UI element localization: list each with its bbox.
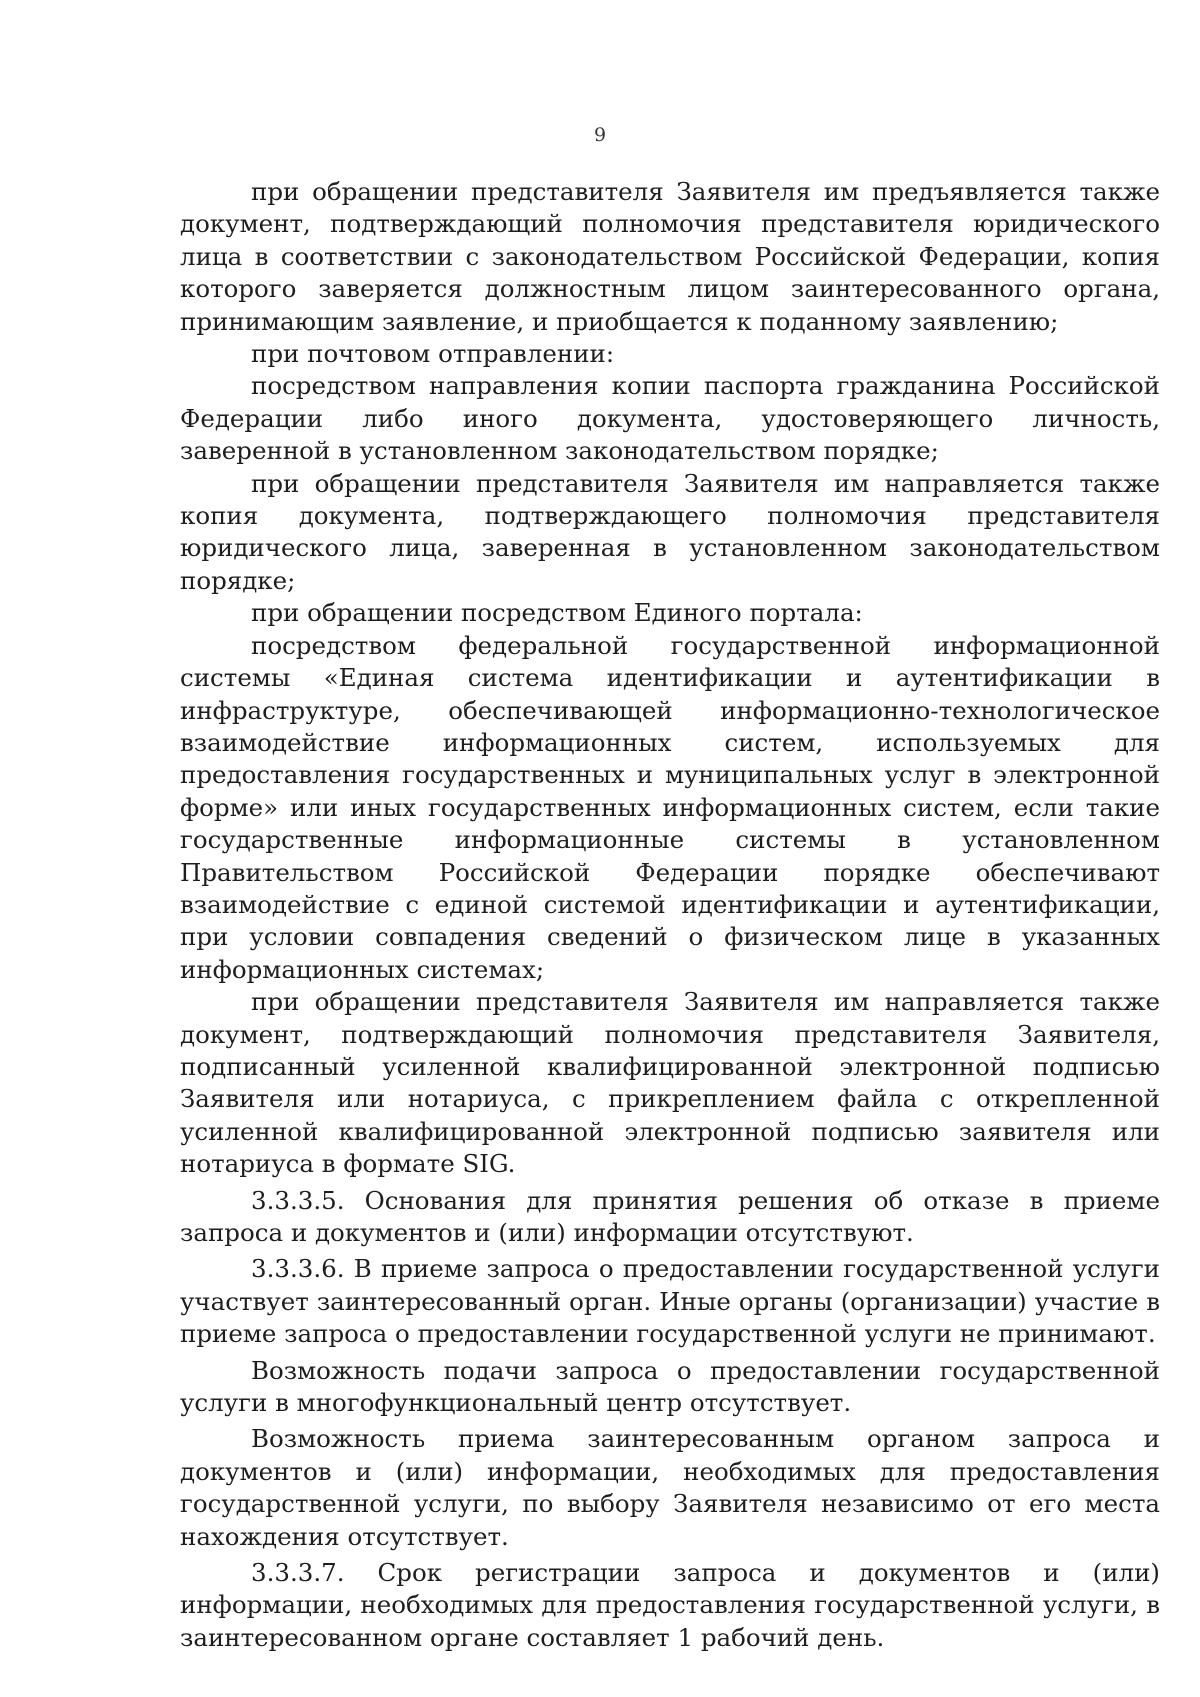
paragraph-section-3-3-3-5: 3.3.3.5. Основания для принятия решения об отказе в приеме запроса и документов и (или) информации отсутствуют. [180, 1185, 1160, 1247]
page-number: 9 [593, 124, 607, 146]
document-body [180, 176, 1160, 1654]
paragraph-section-3-3-3-6: 3.3.3.6. В приеме запроса о предоставлении государственной услуги участвует заинтересованный орган. Иные органы (организации) участие в приеме запроса о предоставлении государственной услуги не принимают. [180, 1254, 1160, 1349]
paragraph-postal-representative: при обращении представителя Заявителя им направляется также копия документа, подтверждающего полномочия представителя юридического лица, заверенная в установленном законодательством порядке; [180, 468, 1160, 595]
paragraph-portal-heading: при обращении посредством Единого портала: [251, 598, 863, 628]
paragraph-portal-esia: посредством федеральной государственной информационной системы «Единая система идентификации и аутентификации в инфраструктуре, обеспечивающей информационно-технологическое взаимодействие информационных систем, используемых для предоставления государственных и муниципальных услуг в электронной форме» или иных государственных информационных систем, если такие государственные информационные системы в установленном Правительством Российской Федерации порядке обеспечивают взаимодействие с единой системой идентификации и аутентификации, при условии совпадения сведений о физическом лице в указанных информационных системах; [180, 630, 1160, 984]
paragraph-extraterritorial-unavailable: Возможность приема заинтересованным органом запроса и документов и (или) информации, необходимых для предоставления государственной услуги, по выбору Заявителя независимо от его места нахождения отсутствует. [180, 1424, 1160, 1551]
paragraph-representative-presentation: при обращении представителя Заявителя им предъявляется также документ, подтверждающий полномочия представителя юридического лица в соответствии с законодательством Российской Федерации, копия которого заверяется должностным лицом заинтересованного органа, принимающим заявление, и приобщается к поданному заявлению; [180, 177, 1160, 336]
paragraph-section-3-3-3-7: 3.3.3.7. Срок регистрации запроса и документов и (или) информации, необходимых для предоставления государственной услуги, в заинтересованном органе составляет 1 рабочий день. [180, 1558, 1160, 1652]
paragraph-postal-heading: при почтовом отправлении: [251, 339, 615, 369]
paragraph-portal-representative: при обращении представителя Заявителя им направляется также документ, подтверждающий полномочия представителя Заявителя, подписанный усиленной квалифицированной электронной подписью Заявителя или нотариуса, с прикреплением файла с открепленной усиленной квалифицированной электронной подписью заявителя или нотариуса в формате SIG. [180, 987, 1160, 1179]
paragraph-postal-passport: посредством направления копии паспорта гражданина Российской Федерации либо иного документа, удостоверяющего личность, заверенной в установленном законодательством порядке; [180, 371, 1160, 466]
paragraph-mfc-unavailable: Возможность подачи запроса о предоставлении государственной услуги в многофункциональный центр отсутствует. [180, 1355, 1160, 1418]
